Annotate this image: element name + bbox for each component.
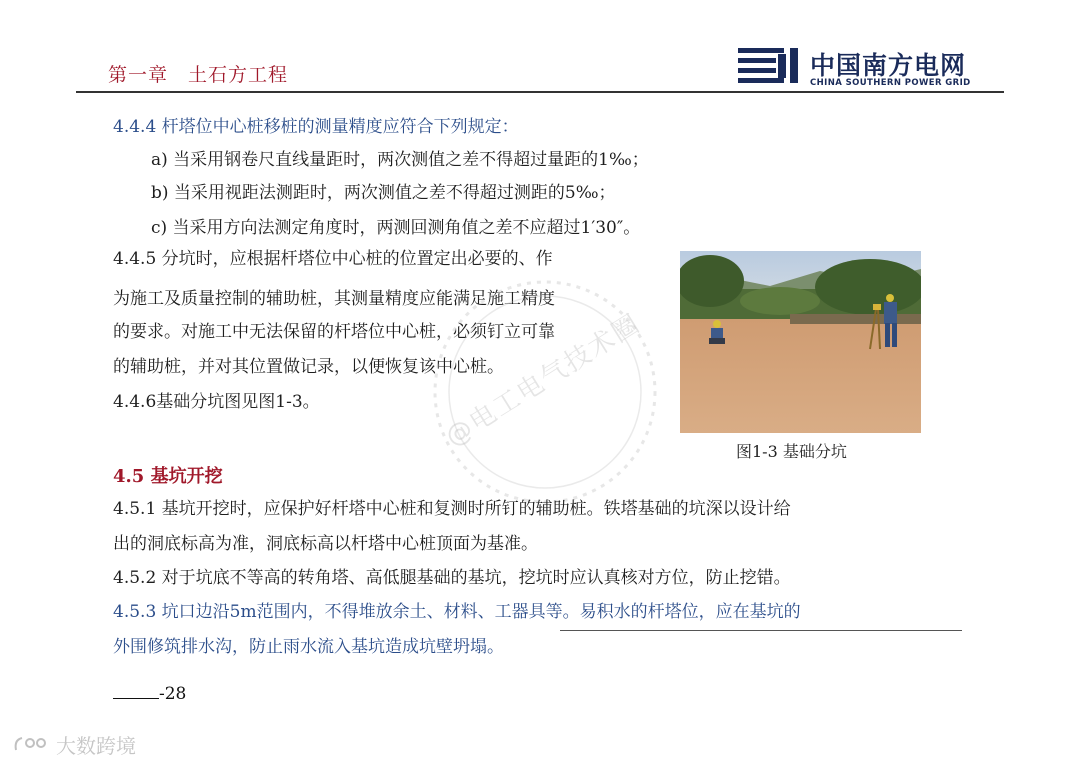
figure-caption: 图1-3 基础分坑 bbox=[736, 442, 847, 461]
clause-4-4-4-item-b: b) 当采用视距法测距时，两次测值之差不得超过测距的5‰； bbox=[151, 183, 616, 203]
chapter-title: 第一章 土石方工程 bbox=[108, 64, 289, 86]
watermark-bottom-text: 大数跨境 bbox=[56, 734, 136, 758]
clause-4-4-4: 4.4.4 杆塔位中心桩移桩的测量精度应符合下列规定： bbox=[113, 117, 519, 137]
clause-4-5-3-line-1: 4.5.3 坑口边沿5m范围内，不得堆放余土、材料、工器具等。易积水的杆塔位，应在基坑的 bbox=[113, 602, 801, 622]
figure-photo-foundation-layout bbox=[680, 251, 921, 433]
page-number bbox=[113, 684, 186, 704]
logo-chinese-text: 中国南方电网 bbox=[810, 51, 967, 80]
clause-4-4-6: 4.4.6基础分坑图见图1-3。 bbox=[113, 392, 320, 412]
clause-4-4-4-item-a: a) 当采用钢卷尺直线量距时，两次测值之差不得超过量距的1‰； bbox=[151, 150, 649, 170]
page-number-blank bbox=[113, 684, 159, 699]
clause-4-5-1-line-2: 出的洞底标高为准，洞底标高以杆塔中心桩顶面为基准。 bbox=[113, 534, 538, 554]
logo-english-text: CHINA SOUTHERN POWER GRID bbox=[810, 78, 971, 88]
clause-4-4-5-line-1: 4.4.5 分坑时，应根据杆塔位中心桩的位置定出必要的、作 bbox=[113, 249, 553, 269]
clause-4-5-3-line-2: 外围修筑排水沟，防止雨水流入基坑造成坑壁坍塌。 bbox=[113, 637, 504, 657]
csg-logo-mark bbox=[738, 44, 802, 90]
watermark-logo-icon bbox=[12, 734, 52, 756]
watermark-text: @电工电气技术圈 bbox=[440, 308, 647, 453]
clause-4-4-5-line-2: 为施工及质量控制的辅助桩，其测量精度应能满足施工精度 bbox=[113, 289, 555, 309]
section-heading-4-5: 4.5 基坑开挖 bbox=[113, 466, 223, 487]
page-number-value: -28 bbox=[159, 684, 187, 704]
footer-watermark bbox=[12, 730, 136, 759]
csg-logo bbox=[738, 44, 978, 90]
header-divider bbox=[76, 91, 1004, 93]
text-underline-rule bbox=[560, 630, 962, 631]
clause-4-5-2: 4.5.2 对于坑底不等高的转角塔、高低腿基础的基坑，挖坑时应认真核对方位，防止挖错。 bbox=[113, 568, 791, 588]
clause-4-4-4-item-c: c) 当采用方向法测定角度时，两测回测角值之差不应超过1′30″。 bbox=[151, 218, 641, 238]
clause-4-5-1-line-1: 4.5.1 基坑开挖时，应保护好杆塔中心桩和复测时所钉的辅助桩。铁塔基础的坑深以设计给 bbox=[113, 499, 791, 519]
clause-4-4-5-line-4: 的辅助桩，并对其位置做记录，以便恢复该中心桩。 bbox=[113, 357, 504, 377]
clause-4-4-5-line-3: 的要求。对施工中无法保留的杆塔位中心桩，必须钉立可靠 bbox=[113, 322, 555, 342]
